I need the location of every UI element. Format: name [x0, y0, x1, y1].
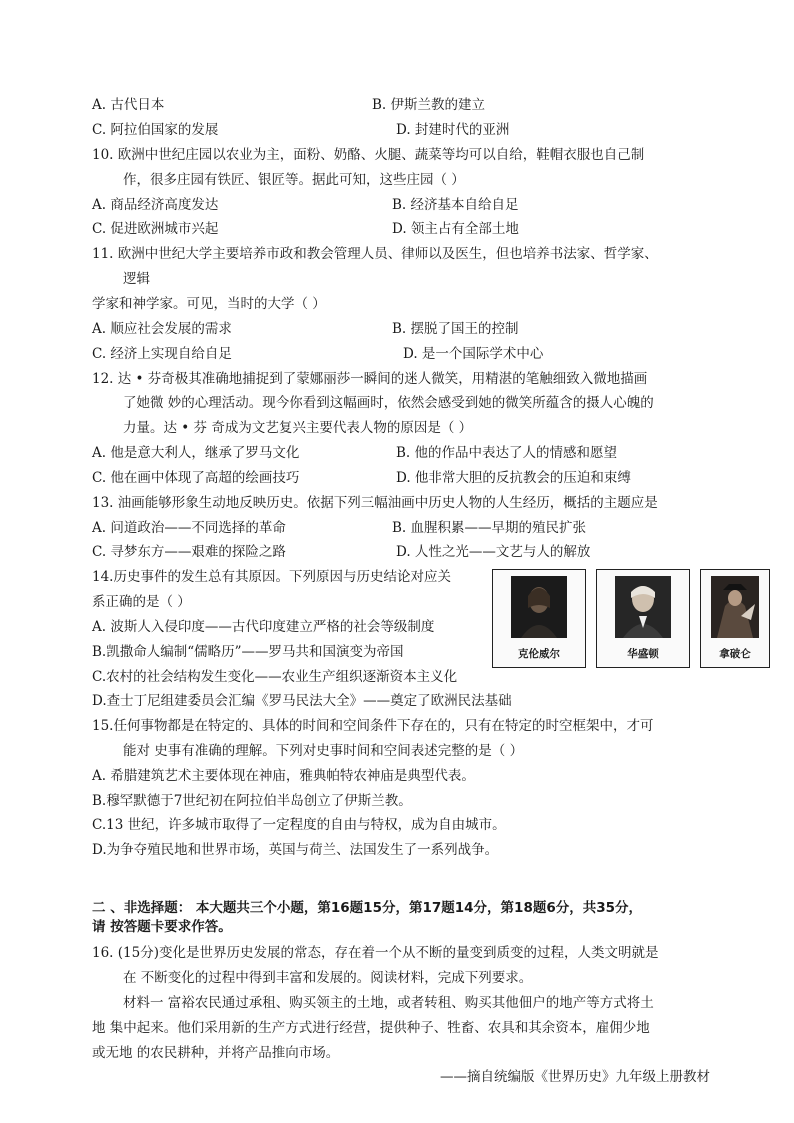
- q14-option-c: C.农村的社会结构发生变化——农业生产组织逐渐资本主义化: [92, 669, 458, 685]
- q13-option-a: A. 问道政治——不同选择的革命: [92, 520, 286, 536]
- portrait-napoleon: [700, 569, 770, 668]
- q11-stem-line2: 逻辑: [123, 271, 150, 287]
- q12-stem-line1: 12. 达 • 芬奇极其准确地捕捉到了蒙娜丽莎一瞬间的迷人微笑，用精湛的笔触细致入微地描画: [92, 371, 648, 387]
- q15-option-a: A. 希腊建筑艺术主要体现在神庙，雅典帕特农神庙是典型代表。: [92, 768, 475, 784]
- q11-stem-line3: 学家和神学家。可见，当时的大学（ ）: [92, 296, 326, 312]
- q9-option-d: D. 封建时代的亚洲: [396, 122, 510, 138]
- section-heading-line2: 请 按答题卡要求作答。: [92, 919, 232, 935]
- q9-option-a: A. 古代日本: [92, 97, 165, 113]
- q11-option-c: C. 经济上实现自给自足: [92, 346, 232, 362]
- portrait-caption: 华盛顿: [627, 648, 659, 660]
- q14-option-b: B.凯撒命人编制“儒略历”——罗马共和国演变为帝国: [92, 644, 404, 660]
- q12-stem-line3: 力量。达 • 芬 奇成为文艺复兴主要代表人物的原因是（ ）: [123, 420, 473, 436]
- q13-option-b: B. 血腥积累——早期的殖民扩张: [392, 520, 587, 536]
- q11-option-a: A. 顺应社会发展的需求: [92, 321, 232, 337]
- q12-option-b: B. 他的作品中表达了人的情感和愿望: [396, 445, 618, 461]
- q12-option-c: C. 他在画中体现了高超的绘画技巧: [92, 470, 300, 486]
- portrait-figure: [492, 569, 770, 668]
- q11-stem-line1: 11. 欧洲中世纪大学主要培养市政和教会管理人员、律师以及医生，但也培养书法家、哲学家、: [92, 246, 658, 262]
- portrait-cromwell: [492, 569, 586, 668]
- q13-option-d: D. 人性之光——文艺与人的解放: [396, 544, 591, 560]
- q10-stem-line1: 10. 欧洲中世纪庄园以农业为主，面粉、奶酪、火腿、蔬菜等均可以自给，鞋帽衣服也自己制: [92, 147, 645, 163]
- q14-option-a: A. 波斯人入侵印度——古代印度建立严格的社会等级制度: [92, 619, 435, 635]
- q10-option-d: D. 领主占有全部土地: [392, 221, 519, 237]
- q10-option-c: C. 促进欧洲城市兴起: [92, 221, 219, 237]
- q16-material-line2: 地 集中起来。他们采用新的生产方式进行经营，提供种子、牲畜、农具和其余资本，雇佣少地: [92, 1020, 650, 1036]
- q12-option-a: A. 他是意大利人，继承了罗马文化: [92, 445, 300, 461]
- portrait-image: [511, 576, 567, 638]
- portrait-caption: 克伦威尔: [518, 648, 560, 660]
- q11-option-d: D. 是一个国际学术中心: [403, 346, 544, 362]
- q15-stem-line2: 能对 史事有准确的理解。下列对史事时间和空间表述完整的是（ ）: [123, 743, 524, 759]
- q15-option-b: B.穆罕默德于7世纪初在阿拉伯半岛创立了伊斯兰教。: [92, 793, 412, 809]
- section-heading-line1: 二 、非选择题： 本大题共三个小题，第16题15分，第17题14分，第18题6分，共35分，: [92, 900, 643, 916]
- portrait-image: [615, 576, 671, 638]
- q14-stem-line1: 14.历史事件的发生总有其原因。下列原因与历史结论对应关: [92, 569, 451, 585]
- portrait-caption: 拿破仑: [719, 648, 751, 660]
- q16-material-line3: 或无地 的农民耕种，并将产品推向市场。: [92, 1045, 340, 1061]
- q16-stem-line1: 16. (15分)变化是世界历史发展的常态，存在着一个从不断的量变到质变的过程，人类文明就是: [92, 945, 659, 961]
- q15-option-c: C.13 世纪，许多城市取得了一定程度的自由与特权，成为自由城市。: [92, 817, 506, 833]
- q10-option-a: A. 商品经济高度发达: [92, 197, 219, 213]
- q13-stem: 13. 油画能够形象生动地反映历史。依据下列三幅油画中历史人物的人生经历，概括的主题应是: [92, 495, 658, 511]
- q12-option-d: D. 他非常大胆的反抗教会的压迫和束缚: [396, 470, 631, 486]
- q15-stem-line1: 15.任何事物都是在特定的、具体的时间和空间条件下存在的，只有在特定的时空框架中，才可: [92, 718, 654, 734]
- portrait-image: [711, 576, 759, 638]
- q12-stem-line2: 了她微 妙的心理活动。现今你看到这幅画时，依然会感受到她的微笑所蕴含的摄人心魄的: [123, 395, 654, 411]
- q11-option-b: B. 摆脱了国王的控制: [392, 321, 519, 337]
- q10-stem-line2: 作，很多庄园有铁匠、银匠等。据此可知，这些庄园（ ）: [123, 172, 465, 188]
- q14-stem-line2: 系正确的是（ ）: [92, 594, 191, 610]
- portrait-washington: [596, 569, 690, 668]
- q14-option-d: D.查士丁尼组建委员会汇编《罗马民法大全》——奠定了欧洲民法基础: [92, 693, 512, 709]
- q15-option-d: D.为争夺殖民地和世界市场，英国与荷兰、法国发生了一系列战争。: [92, 842, 499, 858]
- q16-stem-line2: 在 不断变化的过程中得到丰富和发展的。阅读材料，完成下列要求。: [123, 970, 533, 986]
- q9-option-c: C. 阿拉伯国家的发展: [92, 122, 219, 138]
- q16-material-line1: 材料一 富裕农民通过承租、购买领主的土地，或者转租、购买其他佃户的地产等方式将土: [123, 995, 654, 1011]
- q13-option-c: C. 寻梦东方——艰难的探险之路: [92, 544, 286, 560]
- q16-source: ——摘自统编版《世界历史》九年级上册教材: [440, 1069, 710, 1085]
- q10-option-b: B. 经济基本自给自足: [392, 197, 519, 213]
- q9-option-b: B. 伊斯兰教的建立: [372, 97, 486, 113]
